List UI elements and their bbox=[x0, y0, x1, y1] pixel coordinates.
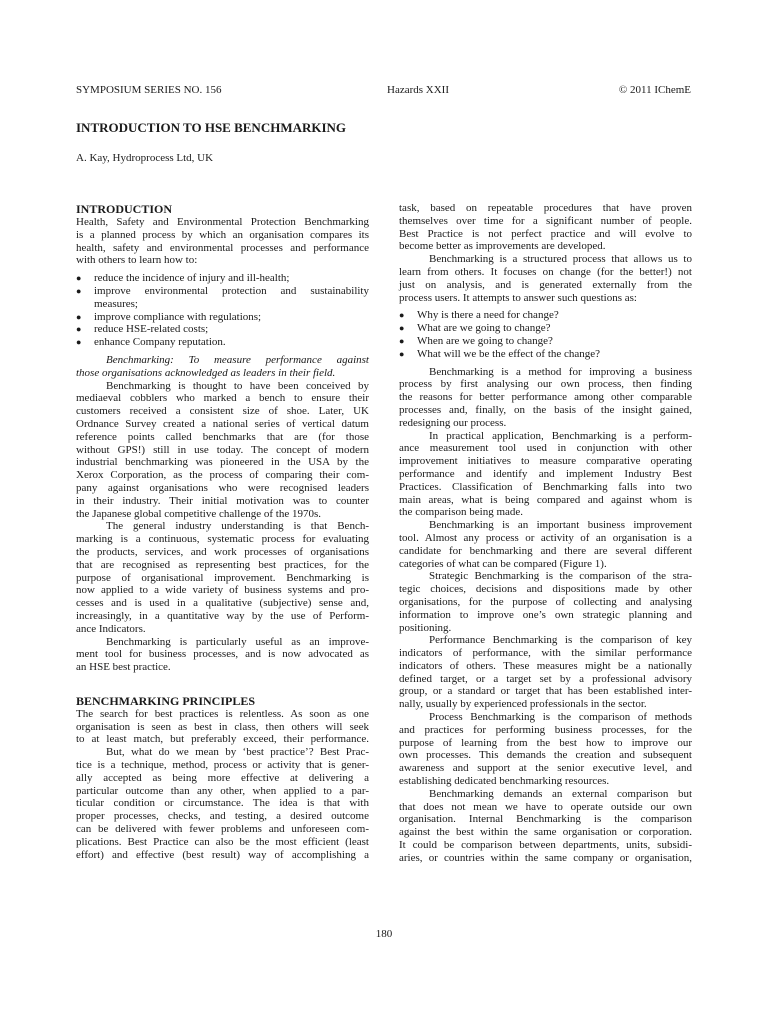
text-line: Benchmarking: To measure performance against bbox=[106, 353, 369, 366]
text-line: the Japanese global competitive challenge of the 1970s. bbox=[76, 507, 321, 520]
text-line: organisation. Internal Benchmarking is the comparison bbox=[399, 813, 692, 826]
text-line: purpose of learning from the best how to improve our bbox=[399, 736, 692, 749]
text-line: Benchmarking is an important business improvement bbox=[429, 519, 692, 532]
text-line: Best Practice is not perfect practice and will evolve to bbox=[399, 227, 692, 240]
bullet-item-line: measures; bbox=[94, 297, 138, 310]
text-line: those organisations acknowledged as leaders in their field. bbox=[76, 366, 336, 379]
text-line: Benchmarking is a structured process that allows us to bbox=[429, 253, 692, 266]
text-line: learn from others. It focuses on change (for the better!) not bbox=[399, 265, 692, 278]
text-line: just on analysis, and is generated externally from the bbox=[399, 278, 692, 291]
text-line: redesigning our process. bbox=[399, 416, 507, 429]
text-line: cesses and is used in a qualitative (subjective) sense and, bbox=[76, 597, 369, 610]
text-line: Benchmarking is thought to have been conceived by bbox=[106, 379, 369, 392]
text-line: without GPS!) still in use today. The concept of modern bbox=[76, 443, 369, 456]
text-line: the comparison being made. bbox=[399, 506, 524, 519]
text-line: plications. Best Practice can also be the most efficient (least bbox=[76, 835, 369, 848]
running-header-conference: Hazards XXII bbox=[387, 84, 449, 96]
text-line: become better as improvements are developed. bbox=[399, 240, 606, 253]
text-line: to at least match, but preferably exceed, their performance. bbox=[76, 733, 369, 746]
text-line: Benchmarking is particularly useful as an improve- bbox=[106, 635, 369, 648]
text-line: awareness and support at the senior executive level, and bbox=[399, 762, 692, 775]
text-line: Strategic Benchmarking is the comparison of the stra- bbox=[429, 570, 692, 583]
text-line: categories of what can be compared (Figure 1). bbox=[399, 557, 607, 570]
text-line: reference points called benchmarks that are (for those bbox=[76, 430, 369, 443]
text-line: Benchmarking is a method for improving a business bbox=[429, 365, 692, 378]
text-line: the reasons for better performance among other comparable bbox=[399, 391, 692, 404]
text-line: task, based on repeatable procedures that have proven bbox=[399, 202, 692, 214]
paper-title: INTRODUCTION TO HSE BENCHMARKING bbox=[76, 120, 347, 135]
text-line: that are recognised as representing best practices, for the bbox=[76, 558, 369, 571]
text-line: effort) and effective (best result) way of accomplishing a bbox=[76, 848, 369, 861]
text-line: information to improve one’s own strategic planning and bbox=[399, 608, 692, 621]
text-line: processes and, finally, on the basis of the insight gained, bbox=[399, 403, 692, 416]
text-line: the products, services, and work processes of organisations bbox=[76, 545, 369, 558]
text-line: Xerox Corporation, as the process of comparing their com- bbox=[76, 469, 369, 482]
bullet-item-line: ● enhance Company reputation. bbox=[76, 336, 369, 349]
section-heading: BENCHMARKING PRINCIPLES bbox=[76, 693, 256, 708]
text-line: customers received a consistent size of shoe. Later, UK bbox=[76, 405, 369, 418]
bullet-item-line: ● reduce HSE-related costs; bbox=[76, 323, 369, 336]
text-line: It could be comparison between departments, units, subsidi- bbox=[399, 839, 692, 852]
author-line: A. Kay, Hydroprocess Ltd, UK bbox=[76, 152, 214, 164]
text-line: against the best within the same organisation or corporation. bbox=[399, 826, 692, 839]
bullet-item-line: ● What will we be the effect of the change? bbox=[399, 348, 692, 361]
left-text-column bbox=[76, 202, 369, 861]
running-header-copyright: © 2011 IChemE bbox=[618, 84, 691, 96]
page-number: 180 bbox=[375, 928, 393, 940]
text-line: indicators of others. These measures might be a nationally bbox=[399, 659, 692, 672]
text-line: The general industry understanding is that Bench- bbox=[106, 520, 369, 533]
text-line: own processes. This demands the creation and subsequent bbox=[399, 749, 692, 762]
text-line: process users. It attempts to answer such questions as: bbox=[399, 291, 637, 304]
text-line: ticular condition or circumstance. The idea is that with bbox=[76, 797, 369, 810]
text-line: organisations, for the purpose of collecting and analysing bbox=[399, 595, 692, 608]
text-line: in their industry. Their initial motivation was to counter bbox=[76, 494, 369, 507]
text-line: health, safety and environmental processes and performance bbox=[76, 241, 369, 254]
text-line: group, or a standard or target that has been established inter- bbox=[399, 685, 692, 698]
text-line: process by first analysing our own process, then finding bbox=[399, 378, 692, 391]
text-line: industrial benchmarking was pioneered in the USA by the bbox=[76, 456, 369, 469]
text-line: tool. Almost any process or activity of an organisation is a bbox=[399, 531, 692, 544]
text-line: ally accepted as being more effective at delivering a bbox=[76, 771, 369, 784]
text-line: now applied to a wide variety of business systems and pro- bbox=[76, 584, 369, 597]
text-line: mediaeval cobblers who marked a bench to ensure their bbox=[76, 392, 369, 405]
text-line: Practices. Classification of Benchmarking falls into two bbox=[399, 480, 692, 493]
text-line: and practices for performing business processes, for the bbox=[399, 723, 692, 736]
text-line: The search for best practices is relentless. As soon as one bbox=[76, 707, 369, 720]
text-line: an HSE best practice. bbox=[76, 661, 171, 674]
bullet-item-line: ● Why is there a need for change? bbox=[399, 309, 692, 322]
section-heading: INTRODUCTION bbox=[76, 202, 173, 216]
text-line: Ordnance Survey created a national series of vertical datum bbox=[76, 417, 369, 430]
text-line: can be delivered with fewer problems and unforeseen com- bbox=[76, 823, 369, 836]
text-line: particular outcome than any other, when applied to a par- bbox=[76, 784, 369, 797]
text-line: Benchmarking demands an external comparison but bbox=[429, 787, 692, 800]
text-line: tegic choices, decisions and dispositions made by other bbox=[399, 583, 692, 596]
text-line: pany against organisations who were recognised leaders bbox=[76, 481, 369, 494]
bullet-item-line: ● When are we going to change? bbox=[399, 335, 692, 348]
text-line: increasingly, in a quantitative way by the use of Perform- bbox=[76, 609, 369, 622]
text-line: performance and identify and implement Industry Best bbox=[399, 467, 692, 480]
text-line: Process Benchmarking is the comparison of methods bbox=[429, 711, 692, 724]
text-line: main areas, what is being compared and against whom is bbox=[399, 493, 692, 506]
text-line: is a planned process by which an organisation compares its bbox=[76, 228, 369, 241]
right-text-column bbox=[399, 202, 692, 865]
text-line: candidate for benchmarking and there are several different bbox=[399, 544, 692, 557]
text-line: Health, Safety and Environmental Protection Benchmarking bbox=[76, 216, 369, 228]
text-line: But, what do we mean by ‘best practice’? Best Prac- bbox=[106, 746, 369, 759]
bullet-item-line: ● improve compliance with regulations; bbox=[76, 311, 369, 324]
text-line: aries, or countries within the same company or organisation, bbox=[399, 851, 692, 864]
bullet-item-line: ● reduce the incidence of injury and ill-health; bbox=[76, 272, 369, 285]
text-line: improvement initiatives to measure comparative operating bbox=[399, 455, 692, 468]
bullet-item-line: ● improve environmental protection and sustainability bbox=[76, 285, 369, 298]
running-header-series: SYMPOSIUM SERIES NO. 156 bbox=[76, 84, 222, 96]
text-line: indicators of performance, with the similar performance bbox=[399, 647, 692, 660]
text-line: that does not mean we have to operate outside our own bbox=[399, 800, 692, 813]
text-line: defined target, or a target set by a professional advisory bbox=[399, 672, 692, 685]
text-line: with others to learn how to: bbox=[76, 254, 198, 267]
text-line: organisation is seen as best in class, then others will seek bbox=[76, 720, 369, 733]
text-line: establishing dedicated benchmarking resources. bbox=[399, 775, 610, 788]
text-line: ance Indicators. bbox=[76, 622, 146, 635]
text-line: themselves over time for a significant number of people. bbox=[399, 214, 692, 227]
text-line: proper processes, checks, and testing, a desired outcome bbox=[76, 810, 369, 823]
text-line: Performance Benchmarking is the comparison of key bbox=[429, 634, 692, 647]
text-line: marking is a continuous, systematic process for evaluating bbox=[76, 533, 369, 546]
text-line: positioning. bbox=[399, 621, 452, 634]
spacer bbox=[76, 674, 369, 694]
text-line: ment tool for business processes, and is now advocated as bbox=[76, 648, 369, 661]
bullet-item-line: ● What are we going to change? bbox=[399, 322, 692, 335]
text-line: nally, usually by experienced professionals in the sector. bbox=[399, 698, 647, 711]
text-line: In practical application, Benchmarking is a perform- bbox=[429, 429, 692, 442]
text-line: tice is a technique, method, process or activity that is gener- bbox=[76, 759, 369, 772]
text-line: ance measurement tool used in conjunction with other bbox=[399, 442, 692, 455]
text-line: purpose of organisational improvement. Benchmarking is bbox=[76, 571, 369, 584]
